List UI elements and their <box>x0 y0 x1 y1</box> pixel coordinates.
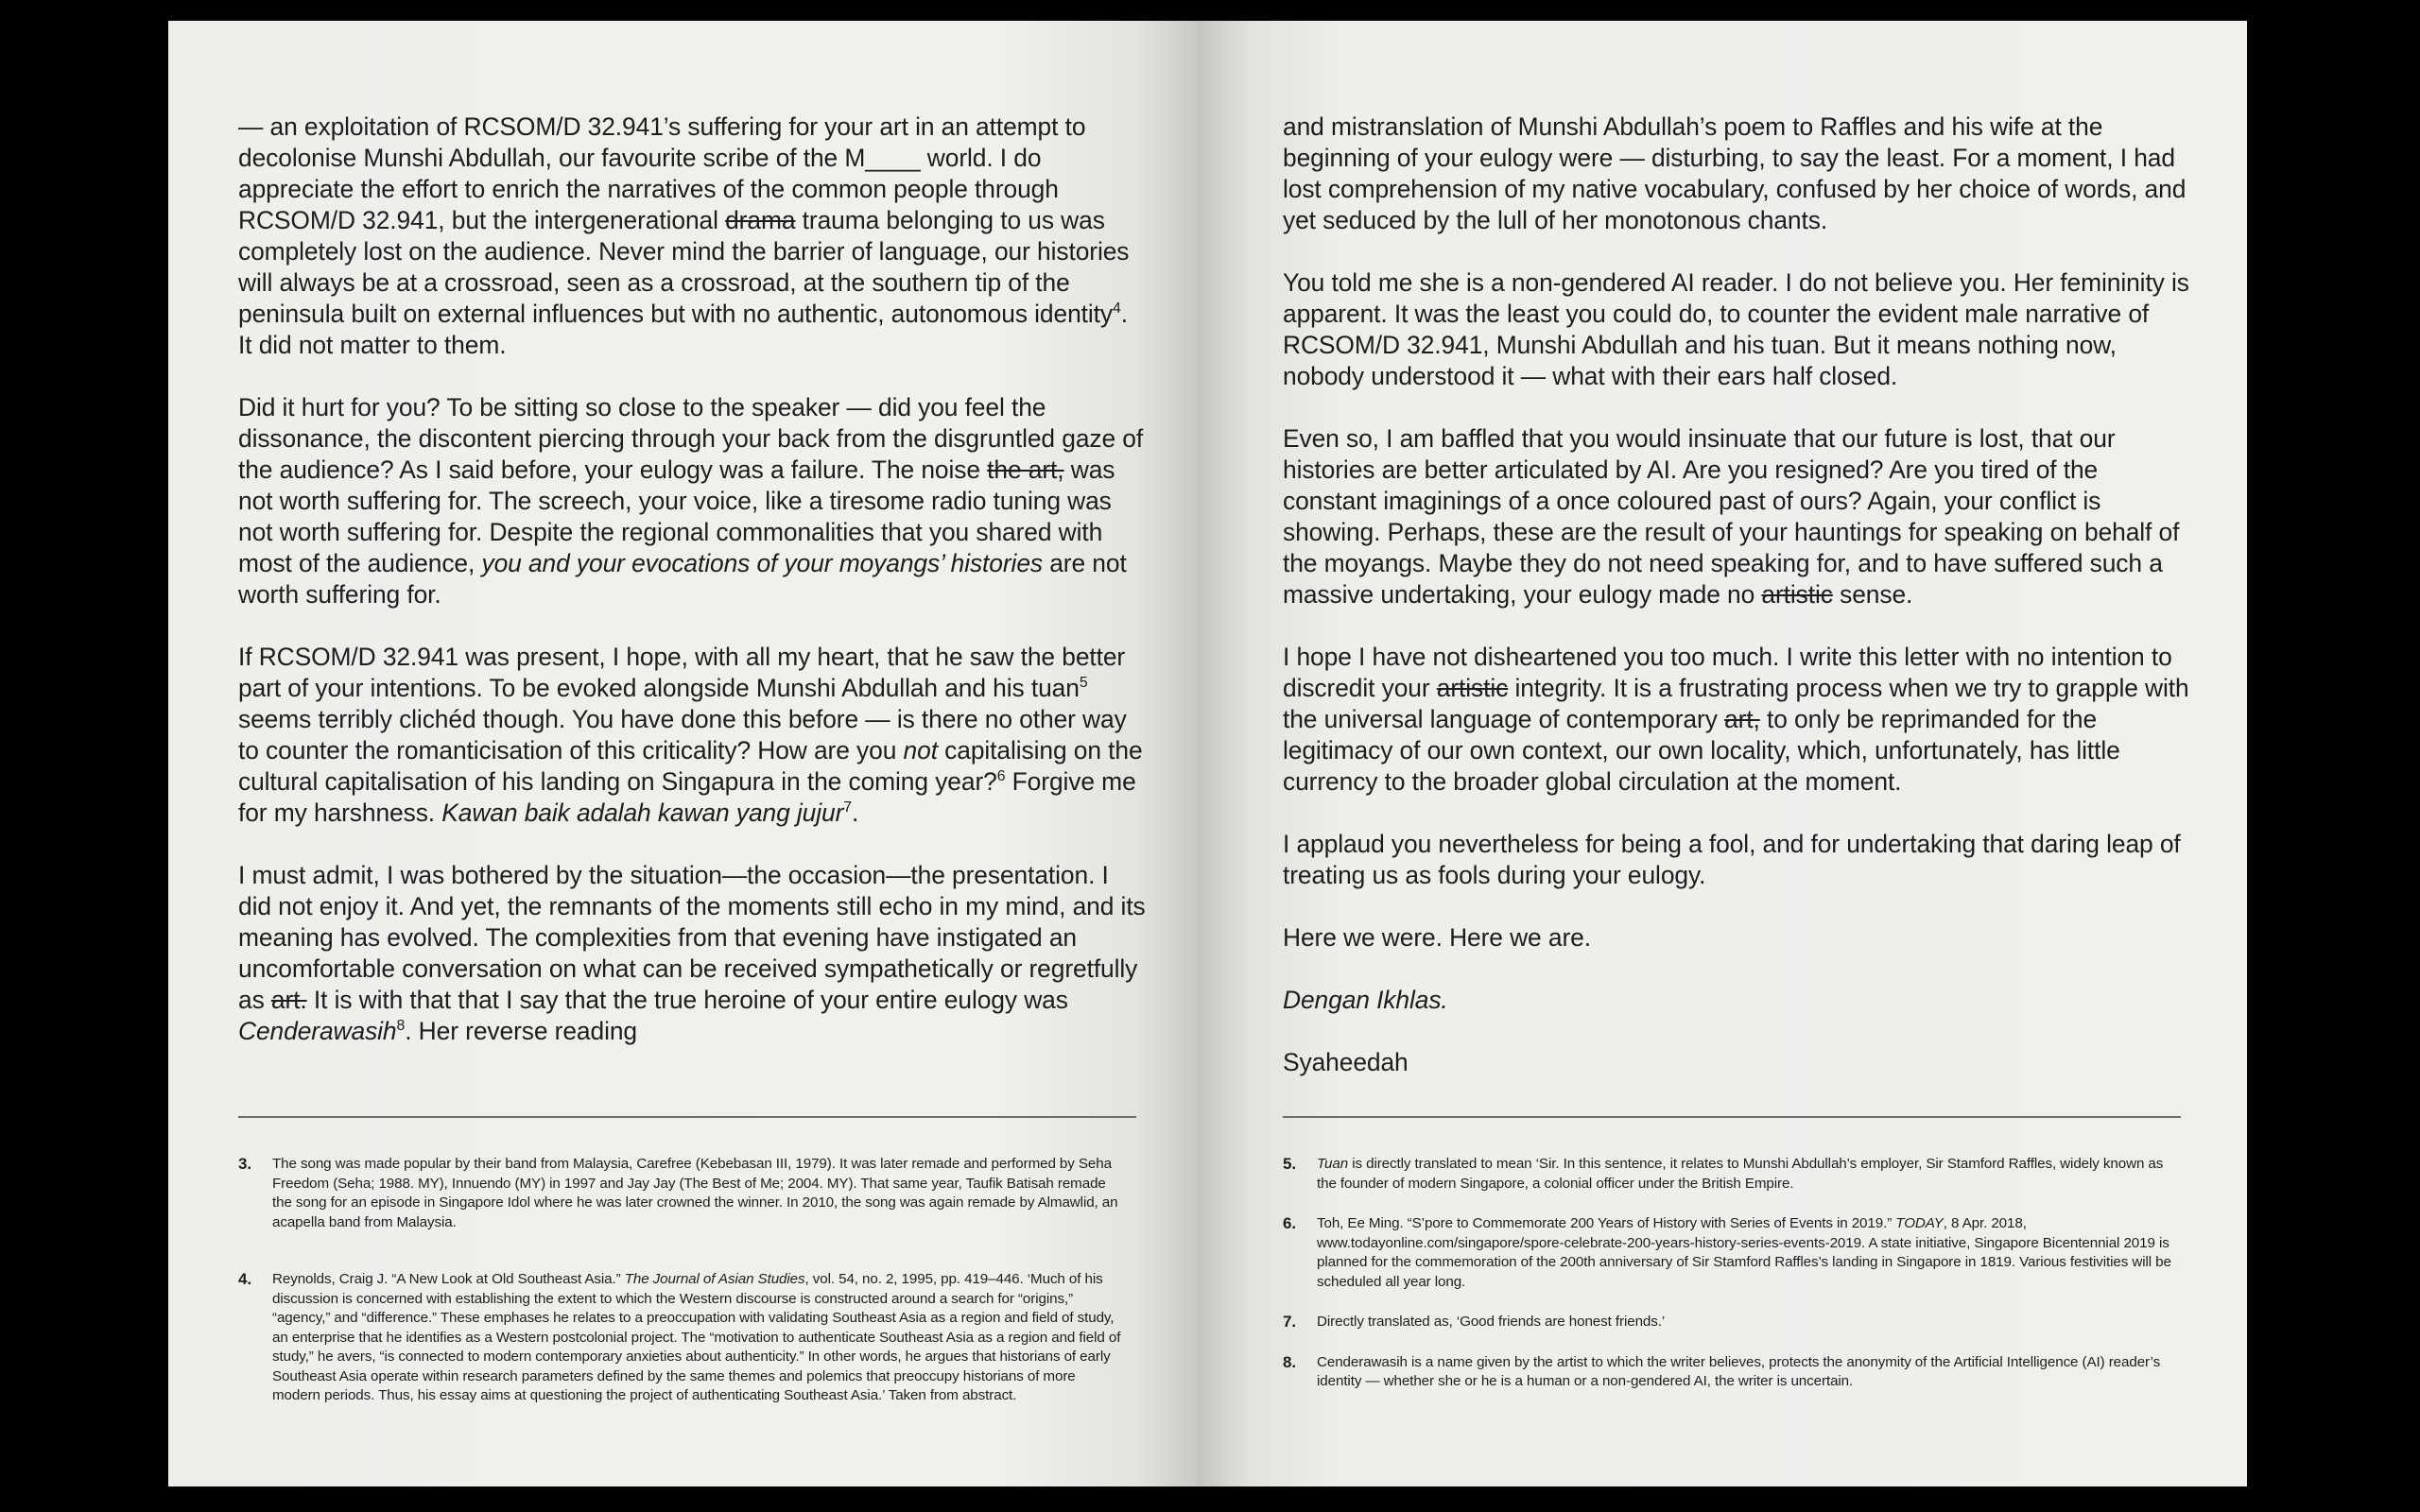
footnote-ref-7[interactable]: 7 <box>843 799 852 816</box>
paragraph: If RCSOM/D 32.941 was present, I hope, with all my heart, that he saw the better part of your intentions. To be evoked alongside Munshi Abdullah and his tuan$^5$ seems terribly clichéd though. You have done this before — is there no other way to counter the romanticisation of this criticality? How are you not capitalising on the cultural capitalisation of his landing on Singapura in the coming year?$^6$ Forgive me for my harshness. Kawan baik adalah kawan yang jujur$^7$. <box>238 643 1143 827</box>
right-page <box>1198 21 2247 1486</box>
footnote-3: 3. The song was made popular by their band from Malaysia, Carefree (Kebebasan III, 1979). It was later remade and performed by Seha Freedom (Seha; 1988. MY), Innuendo (MY) in 1997 and Jay Jay (The Best of Me; 2004. MY). That same year, Taufik Batisah remade the song for an episode in Singapore Idol where he was later crowned the winner. In 2010, the song was again remade by Almawlid, an acapella band from Malaysia. <box>238 1155 1118 1230</box>
paragraph: Here we were. Here we are. <box>1283 923 1591 952</box>
footnote-5: 5. Tuan is directly translated to mean ‘Sir. In this sentence, it relates to Munshi Abdullah’s employer, Sir Stamford Raffles, widely known as the founder of modern Singapore, a colonial officer under the British Empire. <box>1283 1155 2164 1192</box>
struck-word: artistic <box>1436 674 1509 702</box>
footnote-7: 7. Directly translated as, ‘Good friends are honest friends.’ <box>1283 1313 1666 1331</box>
paragraph: Even so, I am baffled that you would insinuate that our future is lost, that our histories are better articulated by AI. Are you resigned? Are you tired of the constant imaginings of a once coloured past of ours? Again, your conflict is showing. Perhaps, these are the result of your hauntings for speaking on behalf of the moyangs. Maybe they do not need speaking for, and to have suffered such a massive undertaking, your eulogy made no artistic sense. <box>1283 424 2180 609</box>
struck-word: art. <box>270 986 307 1014</box>
left-body-text <box>238 112 1146 1078</box>
footnote-ref-4[interactable]: 4 <box>1112 301 1121 318</box>
paragraph: and mistranslation of Munshi Abdullah’s poem to Raffles and his wife at the beginning of your eulogy were — disturbing, to say the least. For a moment, I had lost comprehension of my native vocabulary, confused by her choice of words, and yet seduced by the lull of her monotonous chants. <box>1283 112 2187 234</box>
left-page <box>168 21 1198 1486</box>
paragraph: You told me she is a non-gendered AI reader. I do not believe you. Her femininity is apparent. It was the least you could do, to counter the evident male narrative of RCSOM/D 32.941, Munshi Abdullah and his tuan. But it means nothing now, nobody understood it — what with their ears half closed. <box>1283 268 2189 390</box>
footnote-ref-6[interactable]: 6 <box>996 768 1006 785</box>
paragraph: I applaud you nevertheless for being a fool, and for undertaking that daring leap of treating us as fools during your eulogy. <box>1283 830 2181 889</box>
signature: Syaheedah <box>1283 1048 1409 1076</box>
footnote-4: 4. Reynolds, Craig J. “A New Look at Old Southeast Asia.” The Journal of Asian Studies, vol. 54, no. 2, 1995, pp. 419–446. ‘Much of his discussion is concerned with establishing the extent to which the Western discourse is constructed around a search for “origins,” “agency,” and “difference.” These emphases he relates to a preoccupation with validating Southeast Asia as a region and field of study, an enterprise that he identifies as a Western postcolonial project. The “motivation to authenticate Southeast Asia as a region and field of study,” he avers, “is connected to modern contemporary anxieties about authenticity.” In other words, he argues that historians of early Southeast Asia operate within research parameters defined by the same themes and polemics that preoccupy historians of more modern periods. Thus, his essay aims at questioning the project of authenticating Southeast Asia.’ Taken from abstract. <box>238 1270 1121 1403</box>
struck-word: art, <box>1724 705 1760 733</box>
paragraph: Did it hurt for you? To be sitting so close to the speaker — did you feel the dissonance, the discontent piercing through your back from the disgruntled gaze of the audience? As I said before, your eulogy was a failure. The noise the art, was not worth suffering for. The screech, your voice, like a tiresome radio tuning was not worth suffering for. Despite the regional commonalities that you shared with most of the audience, you and your evocations of your moyangs’ histories are not worth suffering for. <box>238 393 1144 609</box>
paragraph: I hope I have not disheartened you too much. I write this letter with no intention to discredit your artistic integrity. It is a frustrating process when we try to grapple with the universal language of contemporary art, to only be reprimanded for the legitimacy of our own context, our own locality, which, unfortunately, has little currency to the broader global circulation at the moment. <box>1283 643 2189 796</box>
paragraph: I must admit, I was bothered by the situation—the occasion—the presentation. I did not enjoy it. And yet, the remnants of the moments still echo in my mind, and its meaning has evolved. The complexities from that evening have instigated an uncomfortable conversation on what can be received sympathetically or regretfully as art. It is with that that I say that the true heroine of your entire eulogy was Cenderawasih$^8$. Her reverse reading <box>238 861 1146 1045</box>
right-body-text <box>1283 112 2190 1109</box>
sign-off: Dengan Ikhlas. <box>1283 986 1448 1014</box>
footnote-6: 6. Toh, Ee Ming. “S’pore to Commemorate 200 Years of History with Series of Events in 2019.” TODAY, 8 Apr. 2018, www.todayonline.com/singapore/spore-celebrate-200-years-history-series-events-2019. A state initiative, Singapore Bicentennial 2019 is planned for the commemoration of the 200th anniversary of Sir Stamford Raffles’s landing in Singapore in 1819. Various festivities will be scheduled all year long. <box>1283 1214 2171 1290</box>
struck-word: artistic <box>1761 580 1833 609</box>
footnote-divider <box>1283 1116 2181 1118</box>
footnote-divider <box>238 1116 1136 1118</box>
footnote-ref-5[interactable]: 5 <box>1079 675 1088 692</box>
footnote-ref-8[interactable]: 8 <box>396 1018 406 1035</box>
right-footnotes <box>1283 1155 2171 1413</box>
paragraph: — an exploitation of RCSOM/D 32.941’s suffering for your art in an attempt to decolonise Munshi Abdullah, our favourite scribe of the M____ world. I do appreciate the effort to enrich the narratives of the common people through RCSOM/D 32.941, but the intergenerational drama trauma belonging to us was completely lost on the audience. Never mind the barrier of language, our histories will always be at a crossroad, seen as a crossroad, at the southern tip of the peninsula built on external influences but with no authentic, autonomous identity$^4$. It did not matter to them. <box>238 112 1130 359</box>
struck-word: drama <box>725 206 796 234</box>
left-footnotes <box>238 1155 1127 1427</box>
footnote-8: 8. Cenderawasih is a name given by the artist to which the writer believes, protects the anonymity of the Artificial Intelligence (AI) reader’s identity — whether she or he is a human or a non-gendered AI, the writer is uncertain. <box>1283 1352 2161 1389</box>
struck-word: the art, <box>987 455 1064 484</box>
